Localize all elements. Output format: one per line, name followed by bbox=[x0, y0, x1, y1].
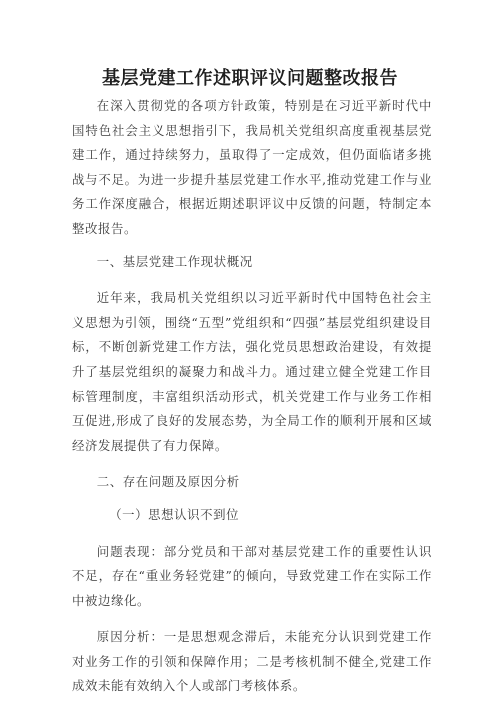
section-1-paragraph: 近年来，我局机关党组织以习近平新时代中国特色社会主义思想为引领，围绕“五型”党组织和“四强”基层党组织建设目标，不断创新党建工作方法，强化党员思想政治建设，有效提升了基层党组织的凝聚力和战斗力。通过建立健全党建工作目标管理制度，丰富组织活动形式，机关党建工作与业务工作相互促进,形成了良好的发展态势，为全局工作的顺利开展和区域经济发展提供了有力保障。 bbox=[72, 290, 432, 453]
spacer bbox=[72, 242, 432, 250]
cause-paragraph: 原因分析：一是思想观念滞后，未能充分认识到党建工作对业务工作的引领和保障作用；二是考核机制不健全,党建工作成效未能有效纳入个人或部门考核体系。 bbox=[72, 629, 432, 694]
document-title: 基层党建工作述职评议问题整改报告 bbox=[102, 68, 398, 89]
section-2-heading: 二、存在问题及原因分析 bbox=[96, 474, 240, 490]
section-2-subheading-1: （一）思想认识不到位 bbox=[109, 506, 240, 522]
section-1-heading: 一、基层党建工作现状概况 bbox=[96, 253, 253, 269]
spacer bbox=[72, 495, 432, 503]
spacer bbox=[72, 613, 432, 625]
spacer bbox=[72, 274, 432, 286]
intro-paragraph: 在深入贯彻党的各项方针政策，特别是在习近平新时代中国特色社会主义思想指引下，我局机关党组织高度重视基层党建工作，通过持续努力，虽取得了一定成效，但仍面临诸多挑战与不足。为进一步提升基层党建工作水平,推动党建工作与业务工作深度融合，根据近期述职评议中反馈的问题，特制定本整改报告。 bbox=[72, 98, 432, 236]
problem-paragraph: 问题表现：部分党员和干部对基层党建工作的重要性认识不足，存在“重业务轻党建”的倾向，导致党建工作在实际工作中被边缘化。 bbox=[72, 543, 432, 608]
spacer bbox=[72, 528, 432, 540]
document-body bbox=[72, 94, 432, 699]
spacer bbox=[72, 458, 432, 470]
